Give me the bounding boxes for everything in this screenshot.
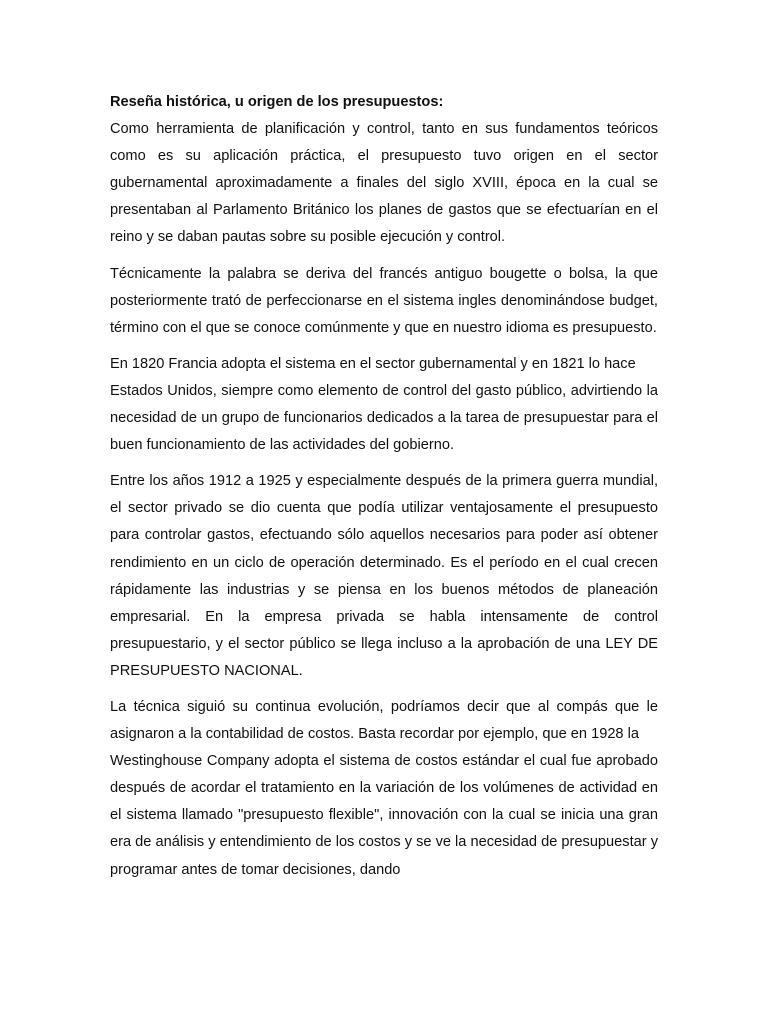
document-body [110,89,658,893]
paragraph-origin [110,116,658,251]
paragraph-evolution [110,694,658,884]
paragraph-line: La técnica siguió su continua evolución, podríamos decir que al compás que le asignaron a la contabilidad de costos. Basta recordar por ejemplo, que en 1928 la [110,698,658,743]
paragraph-line: Técnicamente la palabra se deriva del francés antiguo bougette o bolsa, la que posteriormente trató de perfeccionarse en el sistema ingles denominándose budget, término con el que se conoce comúnmente y que en nuestro idioma es presupuesto. [110,265,658,336]
paragraph-france-usa [110,351,658,459]
paragraph-line: Estados Unidos, siempre como elemento de control del gasto público, advirtiendo la necesidad de un grupo de funcionarios dedicados a la tarea de presupuestar para el buen funcionamiento de las actividades del gobierno. [110,382,658,454]
paragraph-line: En 1820 Francia adopta el sistema en el sector gubernamental y en 1821 lo hace [110,355,636,372]
paragraph-line: Entre los años 1912 a 1925 y especialmente después de la primera guerra mundial, el sector privado se dio cuenta que podía utilizar ventajosamente el presupuesto para controlar gastos, efectuando sólo aquellos necesarios para poder así obtener rendimiento en un ciclo de operación determinado. Es el período en el cual crecen rápidamente las industrias y se piensa en los buenos métodos de planeación empresarial. En la empresa privada se habla intensamente de control presupuestario, y el sector público se llega incluso a la aprobación de una LEY DE PRESUPUESTO NACIONAL. [110,473,658,679]
paragraph-line: Westinghouse Company adopta el sistema de costos estándar el cual fue aprobado después de acordar el tratamiento en la variación de los volúmenes de actividad en el sistema llamado "presupuesto flexible", innovación con la cual se inicia una gran era de análisis y entendimiento de los costos y se ve la necesidad de presupuestar y programar antes de tomar decisiones, dando [110,753,658,878]
paragraph-line: Como herramienta de planificación y control, tanto en sus fundamentos teóricos como es su aplicación práctica, el presupuesto tuvo origen en el sector gubernamental aproximadamente a finales del siglo XVIII, época en la cual se presentaban al Parlamento Británico los planes de gastos que se efectuarían en el reino y se daban pautas sobre su posible ejecución y control. [110,121,658,246]
section-heading: Reseña histórica, u origen de los presupuestos: [110,94,444,110]
paragraph-private-sector [110,468,658,685]
paragraph-etymology [110,261,658,342]
